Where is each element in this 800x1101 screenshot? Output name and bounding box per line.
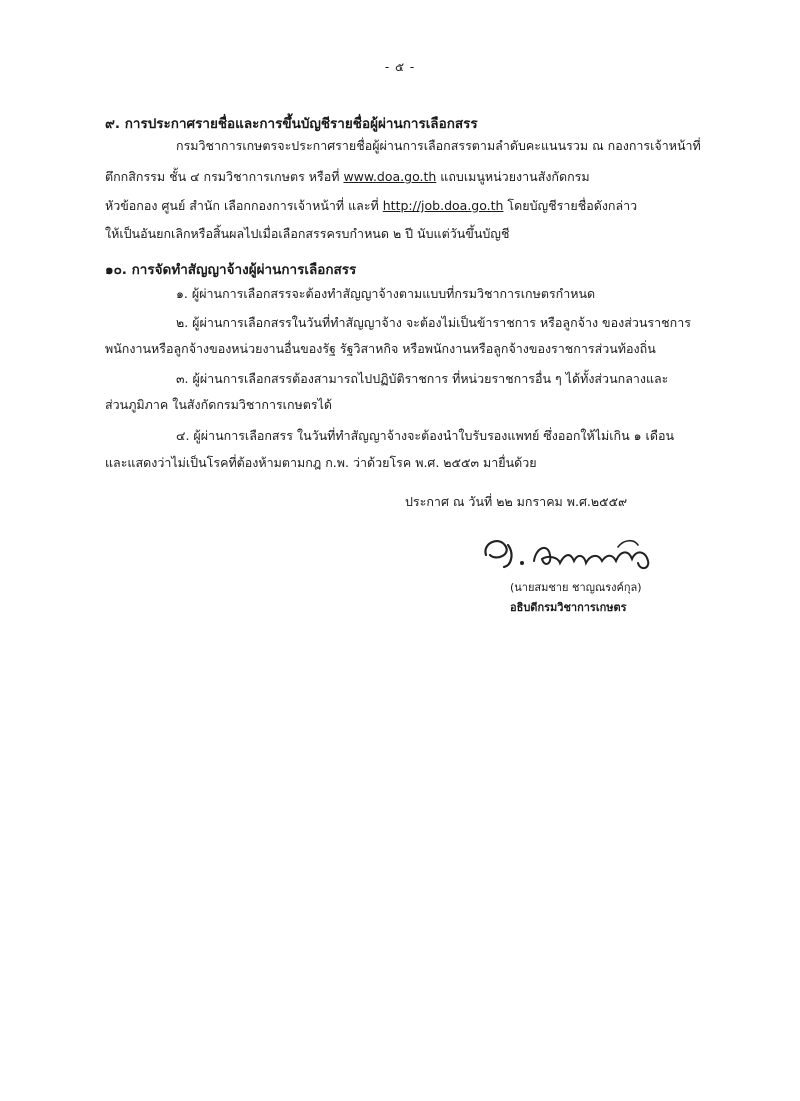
section-9-line-2-text-b: แถบเมนูหน่วยงานสังกัดกรม xyxy=(436,169,590,184)
section-9-line-2-text-a: ตึกกสิกรรม ชั้น ๔ กรมวิชาการเกษตร หรือที่ xyxy=(105,169,344,184)
section-10-heading: ๑๐. การจัดทำสัญญาจ้างผู้ผ่านการเลือกสรร xyxy=(105,262,357,278)
section-9-line-1: กรมวิชาการเกษตรจะประกาศรายชื่อผู้ผ่านการเลือกสรรตามลำดับคะแนนรวม ณ กองการเจ้าหน้าที่ xyxy=(176,138,701,153)
section-9-heading: ๙. การประกาศรายชื่อและการขึ้นบัญชีรายชื่อผู้ผ่านการเลือกสรร xyxy=(105,116,478,132)
doa-website-link[interactable]: www.doa.go.th xyxy=(343,169,437,184)
section-9-line-3-text-a: หัวข้อกอง ศูนย์ สำนัก เลือกกองการเจ้าหน้าที่ และที่ xyxy=(105,198,383,213)
signatory-name: (นายสมชาย ชาญณรงค์กุล) xyxy=(510,581,642,594)
section-9-line-4: ให้เป็นอันยกเลิกหรือสิ้นผลไปเมื่อเลือกสรรครบกำหนด ๒ ปี นับแต่วันขึ้นบัญชี xyxy=(105,226,510,241)
section-10-item-2-line-2: พนักงานหรือลูกจ้างของหน่วยงานอื่นของรัฐ รัฐวิสาหกิจ หรือพนักงานหรือลูกจ้างของราชการส่วนท้องถิ่น xyxy=(105,341,656,356)
handwritten-signature xyxy=(478,525,658,585)
section-10-item-3-line-1: ๓. ผู้ผ่านการเลือกสรรต้องสามารถไปปฏิบัติราชการ ที่หน่วยราชการอื่น ๆ ได้ทั้งส่วนกลางและ xyxy=(176,371,669,386)
section-10-item-4-line-2: และแสดงว่าไม่เป็นโรคที่ต้องห้ามตามกฎ ก.พ. ว่าด้วยโรค พ.ศ. ๒๕๕๓ มายื่นด้วย xyxy=(105,455,537,470)
announcement-date: ประกาศ ณ วันที่ ๒๒ มกราคม พ.ศ.๒๕๕๙ xyxy=(405,494,628,509)
signatory-title: อธิบดีกรมวิชาการเกษตร xyxy=(510,601,627,614)
section-9-line-3-text-b: โดยบัญชีรายชื่อดังกล่าว xyxy=(503,198,638,213)
section-10-item-4-line-1: ๔. ผู้ผ่านการเลือกสรร ในวันที่ทำสัญญาจ้างจะต้องนำใบรับรองแพทย์ ซึ่งออกให้ไม่เกิน ๑ เดือน xyxy=(176,428,674,443)
section-10-item-2-line-1: ๒. ผู้ผ่านการเลือกสรรในวันที่ทำสัญญาจ้าง จะต้องไม่เป็นข้าราชการ หรือลูกจ้าง ของส่วนราชการ xyxy=(176,315,691,330)
page-number: - ๕ - xyxy=(384,60,416,74)
section-10-item-1: ๑. ผู้ผ่านการเลือกสรรจะต้องทำสัญญาจ้างตามแบบที่กรมวิชาการเกษตรกำหนด xyxy=(176,286,596,301)
section-9-line-2 xyxy=(105,168,590,186)
section-10-item-3-line-2: ส่วนภูมิภาค ในสังกัดกรมวิชาการเกษตรได้ xyxy=(105,397,332,412)
section-9-line-3 xyxy=(105,197,637,215)
job-website-link[interactable]: http://job.doa.go.th xyxy=(382,198,504,213)
